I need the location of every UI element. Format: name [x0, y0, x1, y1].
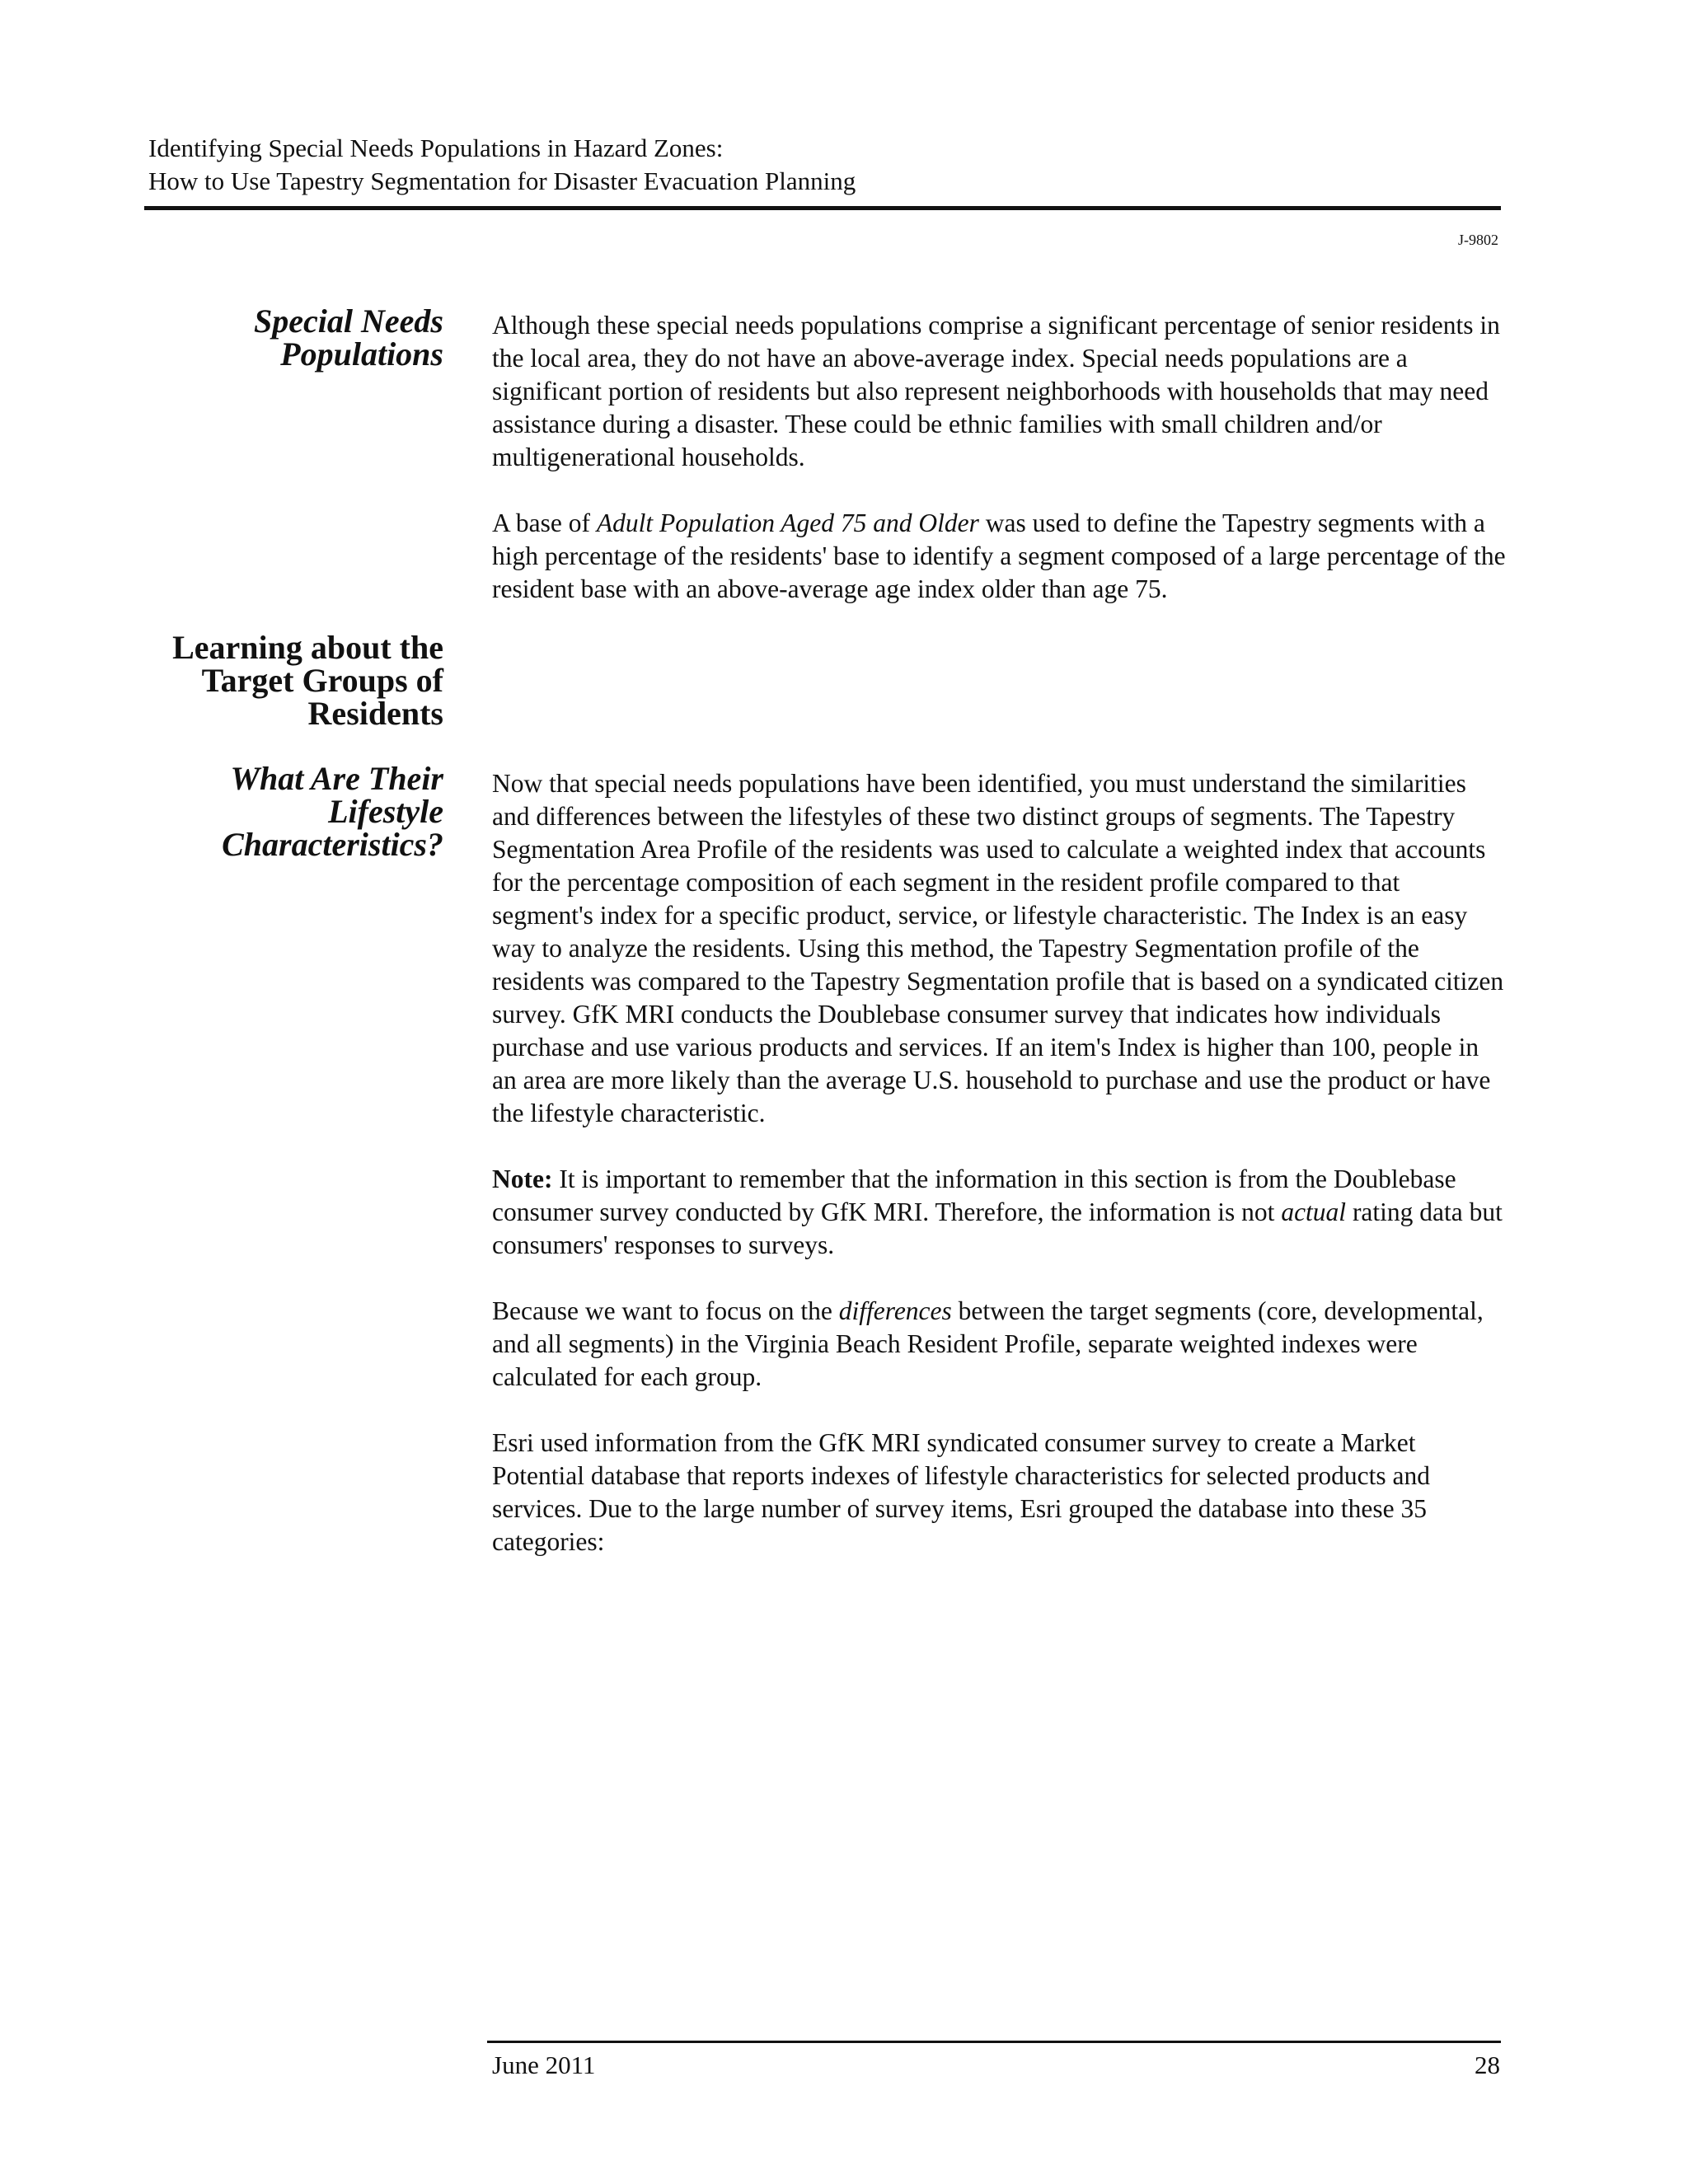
document-id: J-9802 — [1458, 232, 1498, 248]
heading-line: What Are Their — [230, 760, 443, 797]
text-run: It is important to remember that the information in this section is from the Doublebase consumer survey conducted by GfK MRI. Therefore, the information is not — [492, 1165, 1456, 1226]
paragraph: Now that special needs populations have been identified, you must understand the similarities and differences between the lifestyles of these two distinct groups of segments. The Tapestry Segmentation Area Profile of the residents was used to calculate a weighted index that accounts for the percentage composition of each segment in the resident profile compared to that segment's index for a specific product, service, or lifestyle characteristic. The Index is an easy way to analyze the residents. Using this method, the Tapestry Segmentation profile of the residents was compared to the Tapestry Segmentation profile that is based on a syndicated citizen survey. GfK MRI conducts the Doublebase consumer survey that indicates how individuals purchase and use various products and services. If an item's Index is higher than 100, people in an area are more likely than the average U.S. household to purchase and use the product or have the lifestyle characteristic. — [492, 769, 1504, 1127]
heading-learning-about-target-groups — [97, 631, 443, 730]
header-rule — [144, 206, 1501, 210]
text-run: was used to define the Tapestry segments with a high percentage of the residents' base to identify a segment composed of a large percentage of the resident base with an above-average age index older than age 75. — [492, 509, 1506, 603]
heading-line: Lifestyle — [328, 793, 443, 830]
header-line-2: How to Use Tapestry Segmentation for Disaster Evacuation Planning — [148, 166, 856, 195]
italic-text: Adult Population Aged 75 and Older — [596, 509, 979, 537]
text-run: between the target segments (core, developmental, and all segments) in the Virginia Beach Resident Profile, separate weighted indexes were calculated for each group. — [492, 1296, 1484, 1391]
heading-line: Target Groups of — [201, 662, 443, 699]
running-header — [148, 132, 1500, 198]
paragraph: Although these special needs populations comprise a significant percentage of senior residents in the local area, they do not have an above-average index. Special needs populations are a significant portion of residents but also represent neighborhoods with households that may need assistance during a disaster. These could be ethnic families with small children and/or multigenerational households. — [492, 311, 1500, 471]
footer-rule — [487, 2041, 1501, 2043]
page-number: 28 — [1475, 2050, 1500, 2079]
heading-line: Characteristics? — [222, 826, 443, 863]
heading-line: Learning about the — [172, 629, 443, 666]
heading-lifestyle-characteristics — [97, 762, 443, 861]
heading-line: Special Needs — [254, 302, 443, 340]
paragraph — [492, 1295, 1506, 1394]
paragraph: Esri used information from the GfK MRI syndicated consumer survey to create a Market Potential database that reports indexes of lifestyle characteristics for selected products and services. Due to the large number of survey items, Esri grouped the database into these 35 categories: — [492, 1428, 1430, 1556]
note-paragraph — [492, 1163, 1506, 1262]
header-line-1: Identifying Special Needs Populations in Hazard Zones: — [148, 134, 724, 162]
heading-line: Residents — [307, 695, 443, 732]
text-run: rating data but consumers' responses to surveys. — [492, 1197, 1503, 1259]
section-lifestyle-body — [492, 767, 1506, 1591]
text-run: Because we want to focus on the — [492, 1296, 839, 1325]
paragraph — [492, 507, 1506, 606]
section-special-needs-body — [492, 309, 1506, 639]
note-label: Note: — [492, 1165, 553, 1193]
heading-special-needs-populations — [97, 302, 443, 373]
heading-line: Populations — [280, 335, 443, 373]
italic-text: actual — [1281, 1197, 1347, 1226]
footer-date: June 2011 — [492, 2050, 596, 2079]
text-run: A base of — [492, 509, 597, 537]
italic-text: differences — [838, 1296, 952, 1325]
